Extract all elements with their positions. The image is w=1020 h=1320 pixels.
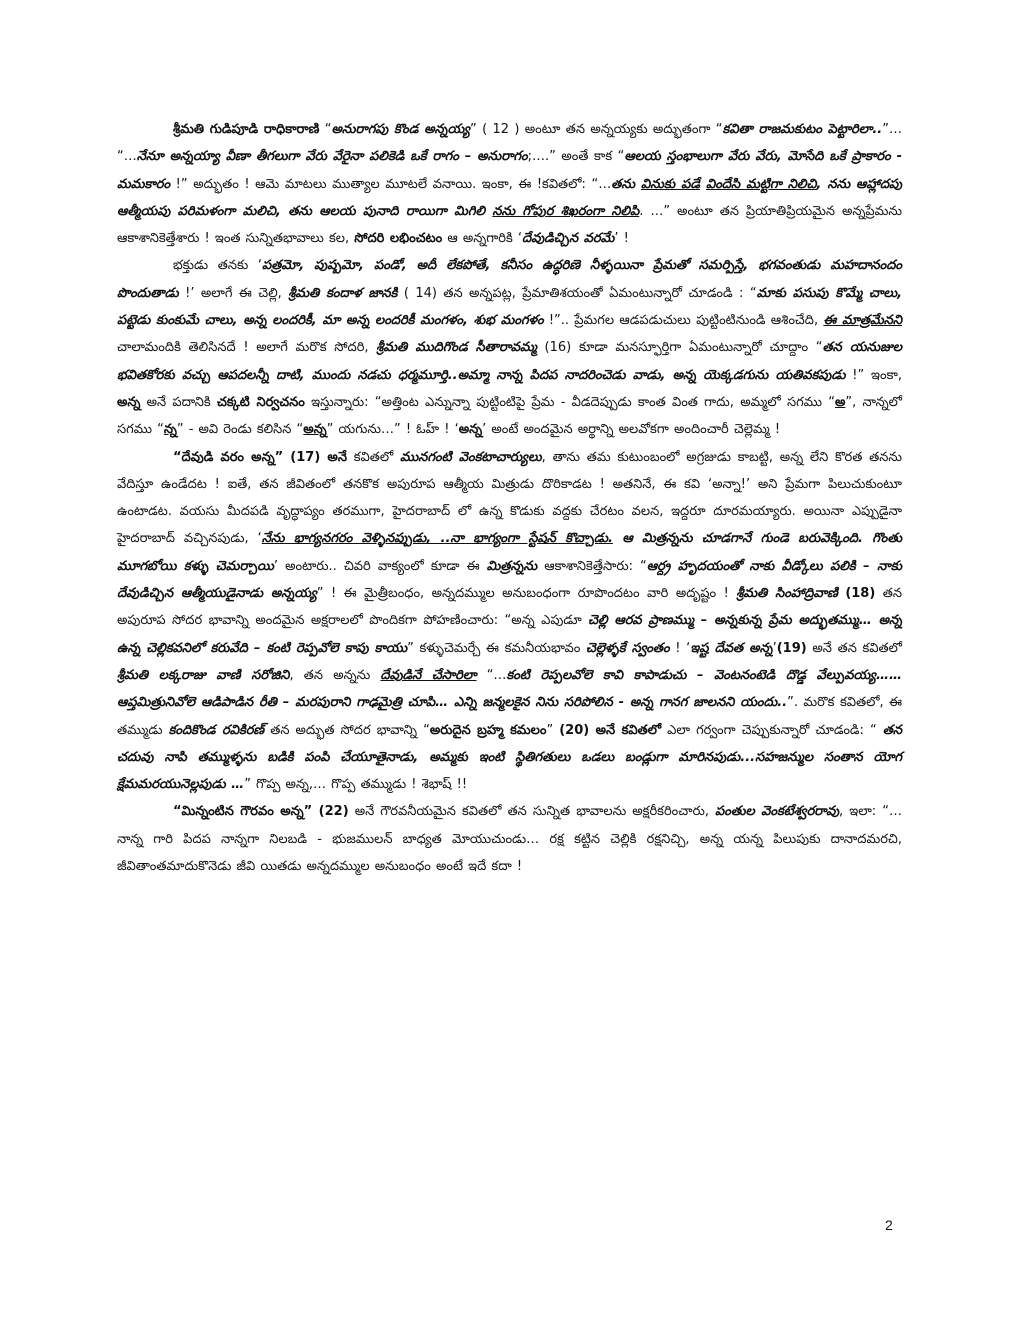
emphasized-text: చెల్లి ఆరవ ప్రాణమ్ము – అన్నకున్న ప్రేమ అద్భుతమ్ము… అన్న ఉన్న చెల్లికవనిలో కరువేది – కంటి రెప్పవోలె కాపు కాయు xyxy=(117,613,902,656)
emphasized-text: ఆర్ద్ర హృదయంతో నాకు వీడ్కోలు పలికి – నాకు దేవుడిచ్చిన ఆత్మీయుడైనాడు అన్నయ్య xyxy=(117,558,902,602)
emphasized-text: దేవుడిచ్చిన వరమే xyxy=(522,231,615,247)
emphasized-text: కందికొండ రవికిరణ్ xyxy=(168,722,265,738)
body-text-run: (16) కూడా మనస్ఫూర్తిగా ఏమంటున్నారో చూద్దాం “ xyxy=(536,340,823,356)
emphasized-text: నేను భాగ్యనగరం వెళ్ళినప్పుడు, ..నా భాగ్యంగా స్టేషన్ కొచ్చాడు. xyxy=(261,531,613,547)
body-text-run: ! ‘ xyxy=(669,640,691,656)
emphasized-text: (20) అనే కవితలో xyxy=(559,722,662,738)
emphasized-text: నేనూ అన్నయ్యా వీణా తీగలుగా వేరు వేరైనా పలికెడి ఒకే రాగం – అనురాగం xyxy=(136,149,528,165)
emphasized-text: వినుకు పడే xyxy=(640,176,700,192)
emphasized-text: చక్కటి నిర్వచనం xyxy=(216,394,305,410)
emphasized-text: అ xyxy=(835,394,846,410)
body-text-run: ”. మరొక కవితలో, ఈ తమ్ముడు xyxy=(117,695,903,738)
emphasized-text: (22) xyxy=(318,804,349,820)
body-text-run: ” xyxy=(546,722,560,738)
emphasized-text: చెల్లెళ్ళకే స్వంతం xyxy=(586,640,670,656)
body-text-run: ” యగును…” ! ఓహ్ ! ‘ xyxy=(326,422,459,438)
paragraph-4 xyxy=(117,798,902,880)
emphasized-text: , నను ఆహ్లాదపు ఆత్మీయపు పరిమళంగా మలిచి, తను ఆలయ పునాది రాయిగా మిగిలి xyxy=(117,176,903,219)
body-text-run: “ xyxy=(319,122,332,137)
body-text-run: తన అద్భుత సోదర భావాన్ని “ xyxy=(264,722,430,738)
emphasized-text: అన్న xyxy=(303,422,327,438)
emphasized-text: తన యనుజుల భవితకోరకు వచ్చు ఆపదలన్నీ దాటి, ముందు నడచు ధర్మమూర్తి..అమ్మా నాన్న పిదప నాదరించెడు వాడు, అన్న యెక్కడగును యతివకపుడు xyxy=(117,340,902,383)
emphasized-text: ఆ మిత్రన్నను చూడగానే గుండె బరువెక్కింది. గొంతు మూగబోయి కళ్ళు చెమర్చాయి xyxy=(117,531,902,574)
body-text-run: ఎలా గర్వంగా చెప్పుకున్నారో చూడండి: “ xyxy=(661,722,883,738)
body-text-run: ” ! ఈ మైత్రీబంధం, అన్నదమ్ముల అనుబంధంగా రూపొందటం వారి అదృష్టం ! xyxy=(316,586,737,602)
page-number: 2 xyxy=(885,1217,893,1233)
emphasized-text: శ్రీమతి కందాళ జానకి xyxy=(288,285,398,301)
emphasized-text: సోదరి లభించటం xyxy=(354,231,443,247)
body-text xyxy=(117,116,902,880)
body-text-run: ’ అంటారు.. చివరి వాక్యంలో కూడా ఈ xyxy=(273,558,487,574)
emphasized-text: అనురాగపు కొండ అన్నయ్య xyxy=(331,122,471,137)
body-text-run: ” గొప్ప అన్న,… గొప్ప తమ్ముడు ! శెభాష్ !! xyxy=(244,777,468,793)
emphasized-text: నను గోపుర శిఖరంగా నిలిపి xyxy=(492,203,640,219)
body-text-run: ” కళ్ళుచెమర్చే ఈ కమనీయభావం xyxy=(407,640,587,656)
body-text-run: ” - అవి రెండు కలిసిన “ xyxy=(176,422,304,438)
paragraph-1 xyxy=(117,116,902,252)
body-text-run: ’ అంటే అందమైన అర్థాన్ని అలవోకగా అందించారీ చెల్లెమ్మ ! xyxy=(482,422,781,438)
emphasized-text: కవితా రాజమకుటం పెట్టారిలా.. xyxy=(722,122,883,137)
body-text-run: ఆకాశానికెత్తేసారు: “ xyxy=(537,558,647,574)
body-text-run: చాలామందికి తెలిసినదే ! అలాగే మరొక సోదరి, xyxy=(117,340,377,356)
emphasized-text: శ్రీమతి లక్కరాజు వాణి సరోజిని xyxy=(117,667,290,683)
body-text-run: ఆ అన్నగారికి ‘ xyxy=(442,231,523,247)
emphasized-text: తను xyxy=(611,176,641,192)
body-text-run: ;….” అంతే కాక “ xyxy=(527,149,625,165)
body-text-run: తన అపురూప సోదర భావాన్ని అందమైన అక్షరాలలో పొందికగా పోహణించారు: “అన్న ఎపుడూ xyxy=(117,586,902,629)
emphasized-text: అరుదైన బ్రహ్మ కమలం xyxy=(429,722,547,738)
emphasized-text: న్న xyxy=(163,422,177,438)
body-text-run: ”… “… xyxy=(117,122,902,165)
emphasized-text: ఇష్ట దేవత అన్న xyxy=(690,640,773,656)
emphasized-text: కంటి రెప్పలవోలె కావి కాపాడుచు – వెంటనంటెడి దొడ్డ వేల్పువయ్య……ఆప్తమిత్రునివోలె ఆడిపాడిన రీతి – మరపురాని గాఢమైత్రి చూపి… ఎన్ని జన్మలకైన నిను సరిపోలిన - అన్న గానగ జాలనని యందు.. xyxy=(117,667,902,711)
body-text-run: , ఇలా: “…నాన్న గారి పిదప నాన్నగా నిలబడి - భుజములన్ బాధ్యత మోయుచుండు… రక్ష కట్టిన చెల్లికి రక్షనిచ్చి, అన్న యన్న పిలుపుకు దానాదమరచి, జీవితాంతమాదుకొనెడు జీవి యితడు అన్నదమ్ముల అనుబంధం అంటే ఇదే కదా ! xyxy=(117,804,902,875)
body-text-run: !”.. ప్రేమగల ఆడపడుచులు పుట్టింటినుండి ఆశించేది, xyxy=(543,313,824,329)
emphasized-text: అన్న xyxy=(458,422,483,438)
body-text-run: ” ( 12 ) అంటూ తన అన్నయ్యకు అద్భుతంగా “ xyxy=(470,122,723,137)
emphasized-text: (18) xyxy=(845,586,876,602)
body-text-run: !” ఇంకా, xyxy=(845,367,902,383)
emphasized-text: “మిన్నంటిన గౌరవం అన్న” xyxy=(173,804,319,820)
emphasized-text: మునగంటి వెంకటాచార్యులు xyxy=(400,449,542,465)
body-text-run: అనే తన కవితలో xyxy=(806,640,903,656)
body-text-run: అనే గౌరవనీయమైన కవితలో తన సున్నిత భావాలను అక్షరీకరించారు, xyxy=(348,804,716,820)
emphasized-text: ఈ మాత్రమేనని xyxy=(823,313,902,329)
body-text-run: !” అద్భుతం ! ఆమె మాటలు ముత్యాల మూటలే వనాయి. ఇంకా, ఈ !కవితలో: “… xyxy=(170,176,612,192)
body-text-run: ఇస్తున్నారు: “అత్తింట ఎన్నున్నా పుట్టింటిపై ప్రేమ - వీడదెప్పుడు కాంత వింత గాదు, అమ్మలో సగము “ xyxy=(304,394,835,410)
body-text-run: ’ ! xyxy=(614,231,629,247)
body-text-run: ( 14) తన అన్నపట్ల, ప్రేమాతిశయంతో ఏమంటున్నారో చూడండి : “ xyxy=(397,285,757,301)
body-text-run: భక్తుడు తనకు ‘ xyxy=(173,258,262,274)
body-text-run: , తాను తమ కుటుంబంలో అగ్రజుడు కాబట్టి, అన్న లేని కొరత తనను వేదిస్తూ ఉండేదట ! ఐతే, తన జీవితంలో తనకొక అపురూప ఆత్మీయ మిత్రుడు దొరికాడట ! అతనినే, ఈ కవి ‘అన్నా!’ అని ప్రేమగా పిలుచుకుంటూ ఉంటాడట. వయసు మీదపడి వృద్ధాప్యం తరముగా, హైదరాబాద్ లో ఉన్న కొడుకు వద్దకు చేరటం వలన, ఇద్దరూ దూరమయ్యారు. అయినా ఎప్పుడైనా హైదరాబాద్ వచ్చినపుడు, ‘ xyxy=(117,449,902,547)
emphasized-text: అన్న xyxy=(117,394,141,410)
body-text-run: , తన అన్నను xyxy=(289,667,381,683)
body-text-run: . …” అంటూ తన ప్రియాతిప్రియమైన అన్నప్రేమను ఆకాశానికెత్తేశారు ! ఇంత సున్నితభావాలు కల, xyxy=(117,203,902,247)
emphasized-text: “దేవుడి వరం అన్న” (17) అనే xyxy=(173,449,347,465)
paragraph-3 xyxy=(117,444,902,799)
body-text-run: కవితలో xyxy=(346,449,401,465)
emphasized-text: ఆలయ స్తంభాలుగా వేరు వేరు, మోసేది ఒకే ప్రాకారం - మమకారం xyxy=(117,149,902,192)
body-text-run: “… xyxy=(476,667,507,683)
emphasized-text: దేవుడినే చేసారిలా xyxy=(380,667,477,683)
emphasized-text: మాకు పసుపు కొమ్మే చాలు, పట్టెడు కుంకుమే చాలు, అన్న లందరికీ, మా అన్న లందరికీ మంగళం, శుభ మంగళం xyxy=(117,285,903,329)
emphasized-text: విందేసి మట్టిగా నిలిచి xyxy=(705,176,817,192)
body-text-run: ”, నాన్నలో సగము “ xyxy=(117,394,902,438)
body-text-run: ’ xyxy=(772,640,777,656)
emphasized-text: శ్రీమతి ముదిగొండ సీతారావమ్మ xyxy=(376,340,537,356)
body-text-run: అనే పదానికి xyxy=(140,394,217,410)
body-text-run: !’ అలాగే ఈ చెల్లి, xyxy=(178,285,289,301)
emphasized-text: శ్రీమతి సింహాద్రివాణి xyxy=(736,586,838,602)
emphasized-text: పంతుల వెంకటేశ్వరరావు xyxy=(715,804,840,820)
emphasized-text: తన చదువు నాపి తమ్ముళ్ళను బడికి పంపి చేయూతైనాడు, అమ్మకు ఇంటి స్థితిగతులు ఒడలు బండ్లుగా మారినపుడు...సహజన్ముల సంతాన యోగ క్షేమమరయునెల్లపుడు … xyxy=(117,722,902,793)
emphasized-text: (19) xyxy=(776,640,807,656)
emphasized-text: శ్రీమతి గుడిపూడి రాధికారాణి xyxy=(173,122,320,137)
emphasized-text: మిత్రన్నను xyxy=(486,558,538,574)
paragraph-2 xyxy=(117,252,902,443)
emphasized-text: పత్రమో, పుష్పమో, పండో, అదీ లేకపోతే, కనీసం ఉద్ధరిణె నీళ్ళయినా ప్రేమతో సమర్పిస్తే, భగవంతుడు మహదానందం పొందుతాడు xyxy=(117,258,902,301)
